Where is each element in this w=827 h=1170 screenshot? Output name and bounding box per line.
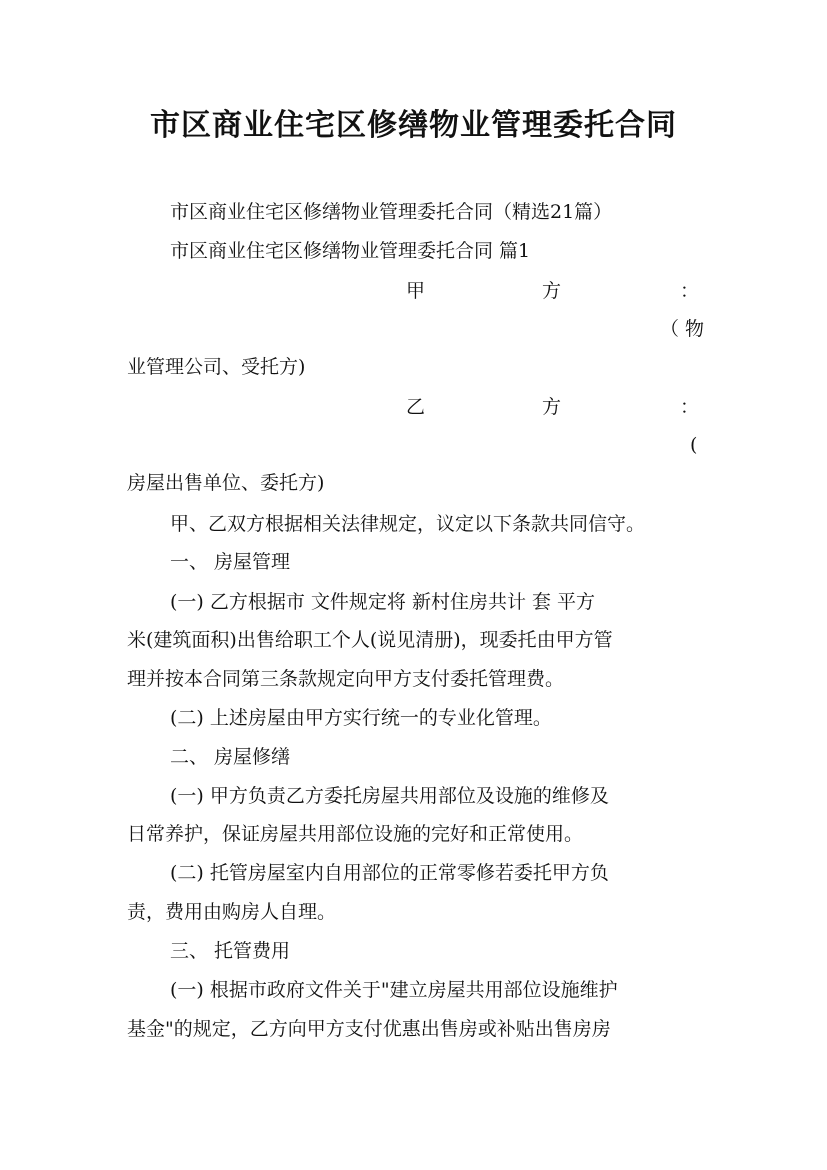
section1-item1-line1: (一) 乙方根据市 文件规定将 新村住房共计 套 平方 xyxy=(170,591,596,613)
party-b-char2: 方 xyxy=(542,396,562,418)
section3-item1-line2: 基金"的规定，乙方向甲方支付优惠出售房或补贴出售房房 xyxy=(127,1018,611,1040)
section3-heading: 三、 托管费用 xyxy=(170,940,291,962)
section1-item1-line3: 理并按本合同第三条款规定向甲方支付委托管理费。 xyxy=(127,668,565,690)
section2-item2-line2: 责，费用由购房人自理。 xyxy=(127,901,337,923)
party-a-colon: ： xyxy=(680,280,700,302)
party-b-char1: 乙 xyxy=(406,396,426,418)
intro-paragraph: 甲、乙双方根据相关法律规定，议定以下条款共同信守。 xyxy=(170,513,646,535)
section1-item1-line2: 米(建筑面积)出售给职工个人(说见清册)，现委托由甲方管 xyxy=(127,629,613,651)
document-subtitle: 市区商业住宅区修缮物业管理委托合同（精选21篇） xyxy=(170,201,613,223)
party-a-char1: 甲 xyxy=(406,280,426,302)
section2-item1-line1: (一) 甲方负责乙方委托房屋共用部位及设施的维修及 xyxy=(170,785,609,807)
party-a-char2: 方 xyxy=(542,280,562,302)
section1-heading: 一、 房屋管理 xyxy=(170,551,291,573)
party-a-paren: （ 物 xyxy=(660,318,705,340)
section2-item2-line1: (二) 托管房屋室内自用部位的正常零修若委托甲方负 xyxy=(170,862,609,884)
party-a-role: 业管理公司、受托方) xyxy=(127,356,306,378)
section1-item2: (二) 上述房屋由甲方实行统一的专业化管理。 xyxy=(170,707,552,729)
party-b-colon: ： xyxy=(680,396,700,418)
document-title: 市区商业住宅区修缮物业管理委托合同 xyxy=(150,108,677,143)
party-b-role: 房屋出售单位、委托方) xyxy=(127,472,325,494)
section3-item1-line1: (一) 根据市政府文件关于"建立房屋共用部位设施维护 xyxy=(170,979,618,1001)
section2-heading: 二、 房屋修缮 xyxy=(170,746,291,768)
section2-item1-line2: 日常养护，保证房屋共用部位设施的完好和正常使用。 xyxy=(127,823,584,845)
party-b-paren: ( xyxy=(690,434,698,456)
article-heading: 市区商业住宅区修缮物业管理委托合同 篇1 xyxy=(170,240,531,262)
